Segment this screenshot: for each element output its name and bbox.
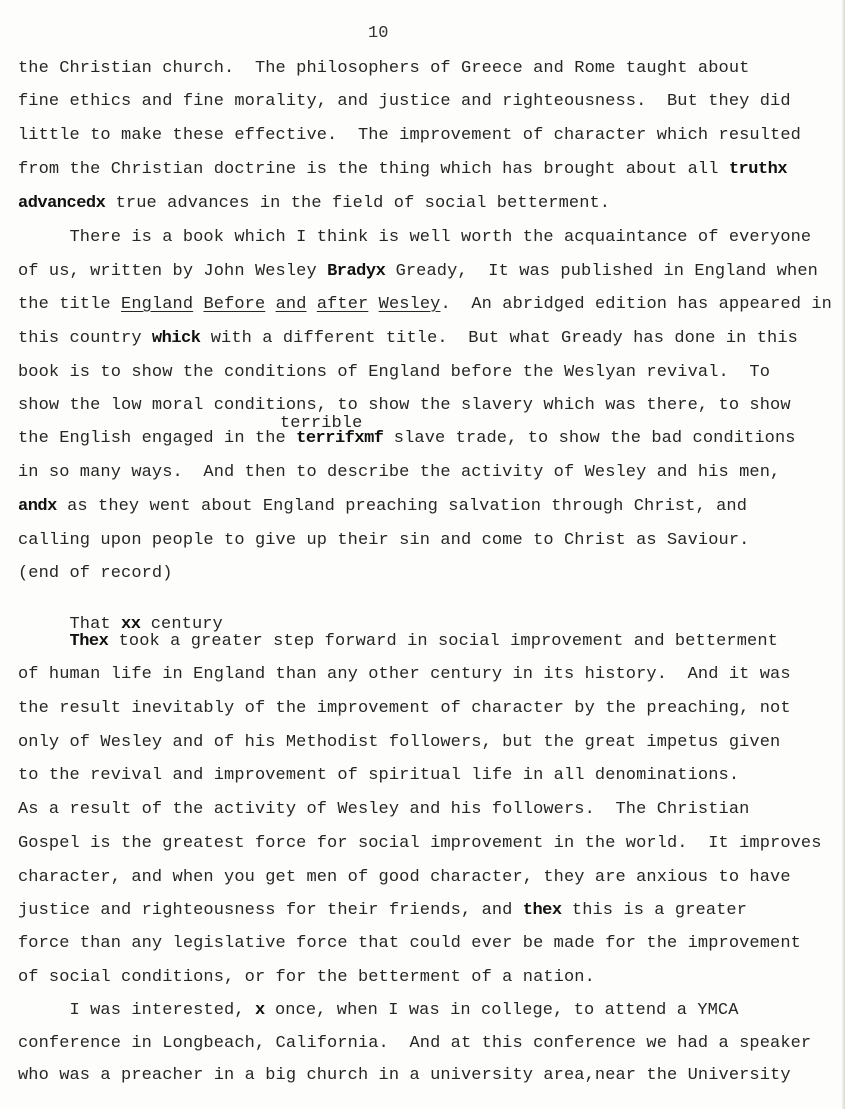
text-segment: show the low moral conditions, to show the slavery which was there, to show <box>18 396 791 415</box>
text-line <box>18 262 818 282</box>
text-segment: force than any legislative force that could ever be made for the improvement <box>18 934 801 953</box>
text-segment: of social conditions, or for the betterment of a nation. <box>18 968 595 987</box>
text-line <box>18 968 595 988</box>
text-segment: century <box>140 615 223 634</box>
text-segment: book is to show the conditions of England before the Weslyan revival. To <box>18 363 771 382</box>
struck-out-text: xx <box>121 615 141 634</box>
text-segment: Gospel is the greatest force for social improvement in the world. It improves <box>18 834 822 853</box>
text-line <box>18 1066 791 1086</box>
text-segment: as they went about England preaching salvation through Christ, and <box>56 497 748 516</box>
text-line <box>18 92 791 112</box>
text-segment: true advances in the field of social betterment. <box>105 194 611 213</box>
text-segment: character, and when you get men of good character, they are anxious to have <box>18 868 791 887</box>
text-segment: this is a greater <box>561 901 748 920</box>
text-line <box>18 531 749 551</box>
text-line <box>18 766 739 786</box>
struck-out-text: andx <box>18 497 57 516</box>
underlined-title: and <box>275 295 307 314</box>
text-segment: calling upon people to give up their sin and come to Christ as Saviour. <box>18 531 750 550</box>
text-line <box>18 699 791 719</box>
text-segment <box>307 295 317 314</box>
text-segment: took a greater step forward in social improvement and betterment <box>108 632 778 651</box>
text-line <box>18 59 749 79</box>
text-line <box>18 463 780 483</box>
text-segment: of human life in England than any other century in its history. And it was <box>18 665 791 684</box>
text-line <box>18 126 801 146</box>
text-segment: conference in Longbeach, California. And at this conference we had a speaker <box>18 1034 812 1053</box>
text-segment: from the Christian doctrine is the thing which has brought about all <box>18 160 729 179</box>
text-segment <box>193 295 203 314</box>
underlined-title: England <box>121 295 194 314</box>
inserted-word: terrible <box>280 414 363 433</box>
text-segment: fine ethics and fine morality, and justice and righteousness. But they did <box>18 92 791 111</box>
page-number: 10 <box>368 24 389 43</box>
underlined-title: Before <box>203 295 266 314</box>
struck-out-text: thex <box>522 901 562 920</box>
text-line <box>18 329 798 349</box>
text-segment: I was interested, <box>18 1001 255 1020</box>
text-line <box>18 800 749 820</box>
struck-out-text: advancedx <box>18 194 106 213</box>
text-segment: the result inevitably of the improvement of character by the preaching, not <box>18 699 791 718</box>
text-segment <box>368 295 378 314</box>
text-line <box>18 497 747 517</box>
text-line <box>18 868 791 888</box>
text-segment: the English engaged in the <box>18 429 297 448</box>
text-line <box>18 665 791 685</box>
text-segment: justice and righteousness for their friends, and <box>18 901 523 920</box>
text-segment: slave trade, to show the bad conditions <box>383 429 796 448</box>
text-segment <box>265 295 275 314</box>
struck-out-text: whick <box>151 329 201 348</box>
text-line <box>18 934 801 954</box>
text-segment: who was a preacher in a big church in a university area,near the University <box>18 1066 791 1085</box>
text-line <box>18 564 173 584</box>
text-segment: As a result of the activity of Wesley and his followers. The Christian <box>18 800 750 819</box>
text-line <box>18 1001 739 1021</box>
text-line <box>18 1034 811 1054</box>
text-segment: in so many ways. And then to describe the activity of Wesley and his men, <box>18 463 781 482</box>
text-segment: this country <box>18 329 152 348</box>
text-line <box>18 194 610 214</box>
struck-out-text: Thex <box>69 632 109 651</box>
underlined-title: after <box>316 295 369 314</box>
text-segment: only of Wesley and of his Methodist followers, but the great impetus given <box>18 733 781 752</box>
text-line <box>18 632 778 652</box>
text-segment: to the revival and improvement of spiritual life in all denominations. <box>18 766 740 785</box>
text-segment: That <box>18 615 122 634</box>
page-edge <box>841 0 845 1109</box>
text-segment: (end of record) <box>18 564 173 583</box>
text-line <box>18 228 811 248</box>
text-line <box>18 160 787 180</box>
struck-out-text: terrifxmf <box>296 429 384 448</box>
text-line <box>18 834 822 854</box>
struck-out-text: Bradyx <box>327 262 386 281</box>
text-segment: Gready, It was published in England when <box>385 262 818 281</box>
text-line <box>18 429 796 449</box>
text-segment: . An abridged edition has appeared in <box>440 295 832 314</box>
text-segment: the Christian church. The philosophers of Greece and Rome taught about <box>18 59 750 78</box>
text-segment: of us, written by John Wesley <box>18 262 328 281</box>
struck-out-text: x <box>254 1001 265 1020</box>
underlined-title: Wesley <box>378 295 441 314</box>
text-segment: once, when I was in college, to attend a YMCA <box>264 1001 739 1020</box>
struck-out-text: truthx <box>728 160 788 179</box>
text-line <box>18 396 791 416</box>
text-segment <box>18 632 70 651</box>
text-line <box>18 901 747 921</box>
text-segment: with a different title. But what Gready has done in this <box>200 329 798 348</box>
text-line <box>18 363 770 383</box>
text-line <box>18 733 780 753</box>
text-segment: There is a book which I think is well worth the acquaintance of everyone <box>18 228 812 247</box>
text-line <box>18 295 832 315</box>
text-segment: little to make these effective. The improvement of character which resulted <box>18 126 801 145</box>
text-segment: the title <box>18 295 122 314</box>
